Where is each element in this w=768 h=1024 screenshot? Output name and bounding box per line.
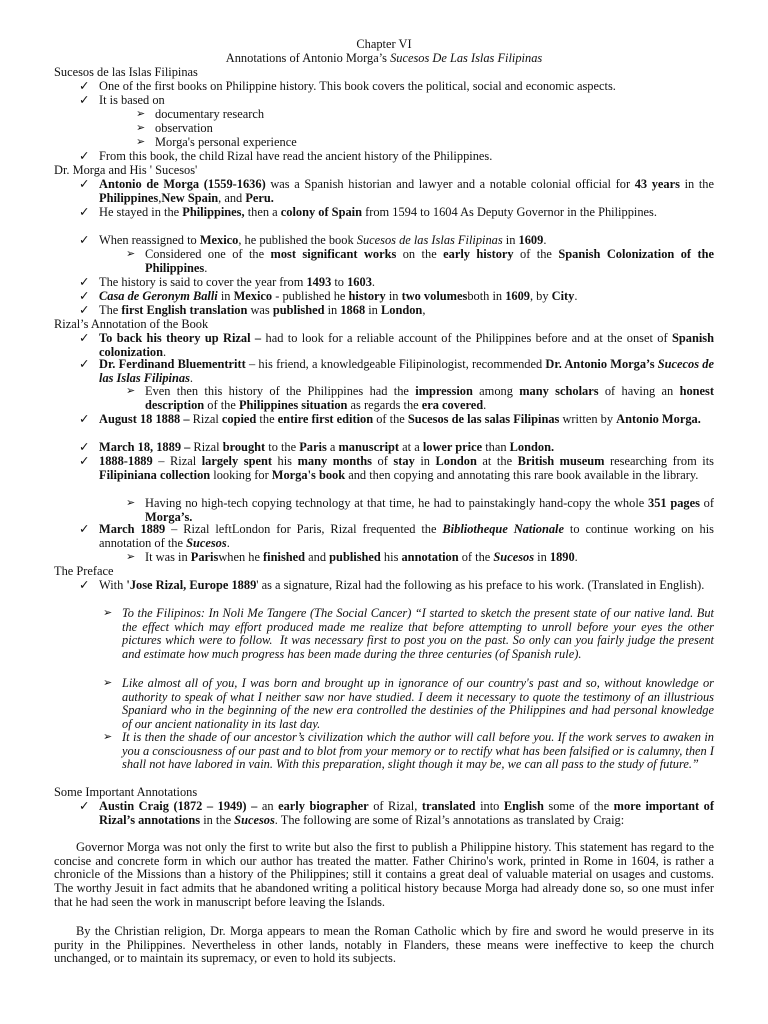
check-icon: ✓ (79, 799, 90, 813)
arrow-icon: ➢ (126, 497, 136, 509)
arrow-icon: ➢ (103, 677, 113, 689)
arrow-icon: ➢ (136, 122, 146, 134)
section-heading-preface: The Preface (54, 564, 114, 578)
s2-sub-1: Considered one of the most significant works on the early history of the Spanish Colonization of the Philippines. (145, 247, 714, 275)
s4-bullet-1: With 'Jose Rizal, Europe 1889' as a signature, Rizal had the following as his preface to his work. (Translated in English). (99, 578, 705, 592)
section-heading-sucesos: Sucesos de las Islas Filipinas (54, 65, 198, 79)
check-icon: ✓ (79, 275, 90, 289)
s2-bullet-6: The first English translation was published in 1868 in London, (99, 303, 426, 317)
section-heading-annotation: Rizal’s Annotation of the Book (54, 317, 209, 331)
paragraph-governor-morga: Governor Morga was not only the first to write but also the first to publish a Philippine history. This statement has regard to the concise and concrete form in which our author has treated the matter. Father Chirino's work, printed in Rome in 1604, is rather a chronicle of the Missions than a history of the Philippines; still it contains a great deal of valuable material on usages and customs. The worthy Jesuit in fact admits that he abandoned writing a political history because Morga had already done so, so one must infer that he had seen the work in manuscript before leaving the Islands. (54, 840, 714, 909)
s1-sub-2: observation (155, 121, 213, 135)
s3-sub-1: Even then this history of the Philippines had the impression among many scholars of having an honest description of the Philippines situation as regards the era covered. (145, 384, 714, 412)
s3-sub-3: It was in Pariswhen he finished and published his annotation of the Sucesos in 1890. (145, 550, 578, 564)
check-icon: ✓ (79, 233, 90, 247)
arrow-icon: ➢ (136, 108, 146, 120)
check-icon: ✓ (79, 93, 90, 107)
s2-bullet-4: The history is said to cover the year from 1493 to 1603. (99, 275, 375, 289)
s3-bullet-1: To back his theory up Rizal – had to look for a reliable account of the Philippines before and at the onset of Spanish colonization. (99, 331, 715, 359)
check-icon: ✓ (79, 331, 90, 345)
s2-bullet-3: When reassigned to Mexico, he published the book Sucesos de las Islas Filipinas in 1609. (99, 233, 547, 247)
check-icon: ✓ (79, 205, 90, 219)
check-icon: ✓ (79, 149, 90, 163)
s3-bullet-2: Dr. Ferdinand Bluementritt – his friend, a knowledgeable Filipinologist, recommended Dr. Antonio Morga’s Sucecos de las Islas Filipinas. (99, 357, 714, 385)
s3-bullet-3: August 18 1888 – Rizal copied the entire first edition of the Sucesos de las salas Filipinas written by Antonio Morga. (99, 412, 701, 426)
s3-bullet-4: March 18, 1889 – Rizal brought to the Paris a manuscript at a lower price than London. (99, 440, 555, 454)
s1-sub-3: Morga's personal experience (155, 135, 297, 149)
check-icon: ✓ (79, 289, 90, 303)
chapter-title-italic: Sucesos De Las Islas Filipinas (390, 51, 543, 65)
chapter-title (54, 52, 714, 66)
check-icon: ✓ (79, 177, 90, 191)
s2-bullet-1: Antonio de Morga (1559-1636) was a Spanish historian and lawyer and a notable colonial official for 43 years in the Philippines,New Spain, and Peru. (99, 177, 714, 205)
s5-bullet-1: Austin Craig (1872 – 1949) – an early biographer of Rizal, translated into English some of the more important of Rizal’s annotations in the Sucesos. The following are some of Rizal’s annotations as translated by Craig: (99, 799, 714, 827)
check-icon: ✓ (79, 454, 90, 468)
preface-quote-2: Like almost all of you, I was born and brought up in ignorance of our country's past and so, without knowledge or authority to speak of what I neither saw nor have studied. I deem it necessary to quote the testimony of an illustrious Spaniard who in the beginning of the new era controlled the destinies of the Philippines and had personal knowledge of our ancient nationality in its last day. (122, 676, 714, 732)
check-icon: ✓ (79, 412, 90, 426)
s1-bullet-1: One of the first books on Philippine history. This book covers the political, social and economic aspects. (99, 79, 616, 93)
check-icon: ✓ (79, 578, 90, 592)
check-icon: ✓ (79, 79, 90, 93)
check-icon: ✓ (79, 303, 90, 317)
chapter-label: Chapter VI (356, 37, 412, 51)
arrow-icon: ➢ (126, 551, 136, 563)
arrow-icon: ➢ (103, 607, 113, 619)
paragraph-christian-religion: By the Christian religion, Dr. Morga appears to mean the Roman Catholic which by fire and sword he would preserve in its purity in the Philippines. Nevertheless in other lands, notably in Flanders, these means were ineffective to keep the church unchanged, or to maintain its supremacy, or even to hold its subjects. (54, 924, 714, 966)
arrow-icon: ➢ (103, 731, 113, 743)
preface-quote-3: It is then the shade of our ancestor’s civilization which the author will call before you. If the work serves to awaken in you a consciousness of our past and to blot from your memory or to rectify what has been falsified or is calumny, then I shall not have labored in vain. With this preparation, slight though it may be, we can all pass to the study of future.” (122, 730, 714, 772)
check-icon: ✓ (79, 357, 90, 371)
check-icon: ✓ (79, 522, 90, 536)
arrow-icon: ➢ (126, 248, 136, 260)
s2-bullet-5: Casa de Geronym Balli in Mexico - published he history in two volumesboth in 1609, by City. (99, 289, 578, 303)
section-heading-important: Some Important Annotations (54, 785, 198, 799)
s3-sub-2: Having no high-tech copying technology at that time, he had to painstakingly hand-copy the whole 351 pages of Morga’s. (145, 496, 714, 524)
chapter-title-prefix: Annotations of Antonio Morga’s (225, 51, 391, 65)
s2-bullet-2: He stayed in the Philippines, then a colony of Spain from 1594 to 1604 As Deputy Governor in the Philippines. (99, 205, 657, 219)
check-icon: ✓ (79, 440, 90, 454)
s3-bullet-5: 1888-1889 – Rizal largely spent his many months of stay in London at the British museum researching from its Filipiniana collection looking for Morga's book and then copying and annotating this rare book available in the library. (99, 454, 715, 482)
arrow-icon: ➢ (136, 136, 146, 148)
s1-sub-1: documentary research (155, 107, 265, 121)
preface-quote-1: To the Filipinos: In Noli Me Tangere (The Social Cancer) “I started to sketch the present state of our native land. But the effect which may effort produced made me realize that before attempting to unroll before your eyes the other pictures which were to follow. It was necessary first to post you on the past. So only can you fairly judge the present and estimate how much progress has been made during the three centuries (of Spanish rule). (122, 606, 714, 662)
arrow-icon: ➢ (126, 385, 136, 397)
s3-bullet-6: March 1889 – Rizal leftLondon for Paris, Rizal frequented the Bibliotheque Nationale to continue working on his annotation of the Sucesos. (99, 522, 714, 550)
s1-bullet-3: From this book, the child Rizal have read the ancient history of the Philippines. (99, 149, 493, 163)
section-heading-morga: Dr. Morga and His ' Sucesos' (54, 163, 198, 177)
s1-bullet-2: It is based on (99, 93, 165, 107)
